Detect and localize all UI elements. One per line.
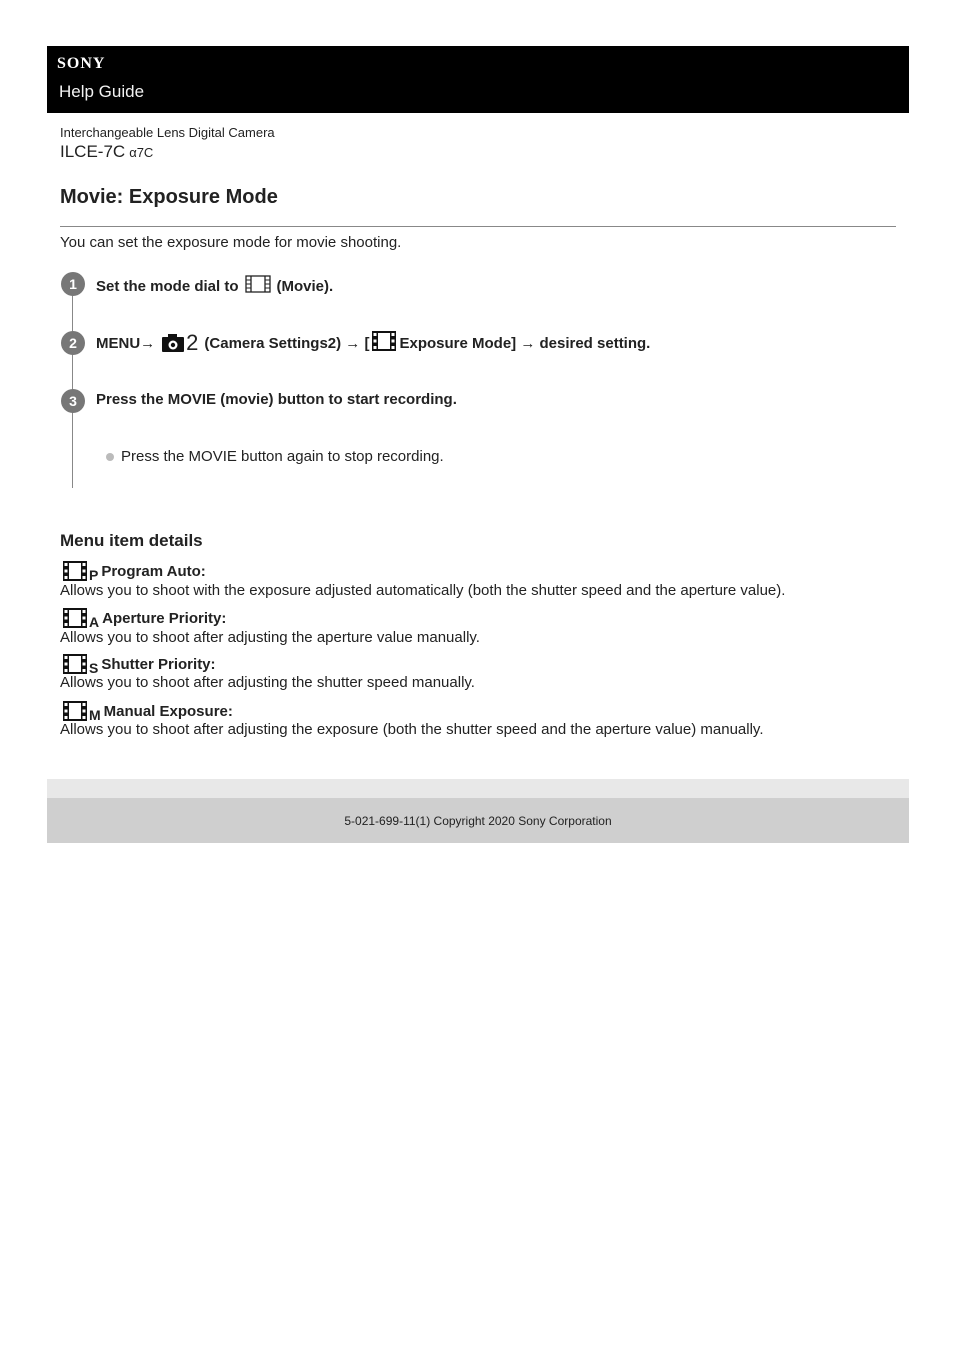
menu-item-manual-exposure — [62, 700, 233, 722]
step-number-1: 1 — [61, 272, 85, 296]
movie-p-icon — [62, 560, 88, 582]
model-alias: α7C — [129, 145, 154, 160]
product-type: Interchangeable Lens Digital Camera — [60, 125, 275, 140]
step-number-3: 3 — [61, 389, 85, 413]
movie-a-icon — [62, 607, 88, 629]
step-2-label: MENU→ — [96, 334, 156, 352]
movie-m-icon — [62, 700, 88, 722]
menu-item-desc: Allows you to shoot with the exposure adjusted automatically (both the shutter speed and the aperture value). — [60, 582, 786, 599]
camera-settings2-icon — [161, 330, 199, 355]
mode-letter: P — [89, 567, 99, 583]
product-model — [60, 142, 153, 162]
mode-letter: M — [89, 707, 101, 723]
step-2-text — [96, 330, 650, 356]
sony-logo: SONY — [57, 55, 106, 72]
title-divider — [60, 226, 896, 227]
step-note — [106, 448, 444, 465]
movie-icon — [371, 330, 397, 356]
movie-s-icon — [62, 653, 88, 675]
step-1-text — [96, 274, 333, 298]
copyright-text: 5-021-699-11(1) Copyright 2020 Sony Corporation — [344, 813, 612, 828]
step-2-middle: (Camera Settings2) → [ — [204, 334, 370, 352]
menu-item-desc: Allows you to shoot after adjusting the exposure (both the shutter speed and the aperture value) manually. — [60, 721, 764, 738]
menu-item-name: Program Auto: — [101, 562, 206, 580]
mode-letter: S — [89, 660, 99, 676]
footer — [47, 798, 909, 843]
movie-icon — [245, 274, 271, 298]
menu-item-aperture-priority — [62, 607, 226, 629]
bullet-icon — [106, 453, 114, 461]
help-guide-label: Help Guide — [59, 82, 145, 101]
menu-item-name: Manual Exposure: — [103, 702, 233, 720]
step-3-text: Press the MOVIE (movie) button to start recording. — [96, 391, 457, 408]
step-2-suffix: Exposure Mode] → desired setting. — [399, 334, 651, 352]
menu-details-heading: Menu item details — [60, 531, 203, 550]
menu-item-program-auto — [62, 560, 206, 582]
intro-text: You can set the exposure mode for movie shooting. — [60, 234, 402, 251]
camera-settings-number: 2 — [186, 330, 199, 355]
model-number: ILCE-7C — [60, 142, 126, 161]
menu-item-shutter-priority — [62, 653, 216, 675]
menu-item-desc: Allows you to shoot after adjusting the aperture value manually. — [60, 629, 480, 646]
menu-item-name: Aperture Priority: — [102, 609, 227, 627]
step-1-label: Set the mode dial to — [96, 277, 239, 295]
header-bar — [47, 46, 909, 113]
page-title: Movie: Exposure Mode — [60, 186, 278, 208]
step-note-text: Press the MOVIE button again to stop recording. — [121, 448, 444, 465]
menu-item-desc: Allows you to shoot after adjusting the shutter speed manually. — [60, 674, 475, 691]
footer-spacer — [47, 779, 909, 799]
steps-timeline — [72, 284, 73, 488]
mode-letter: A — [89, 614, 100, 630]
menu-item-name: Shutter Priority: — [101, 655, 216, 673]
step-number-2: 2 — [61, 331, 85, 355]
step-1-suffix: (Movie). — [276, 277, 334, 295]
